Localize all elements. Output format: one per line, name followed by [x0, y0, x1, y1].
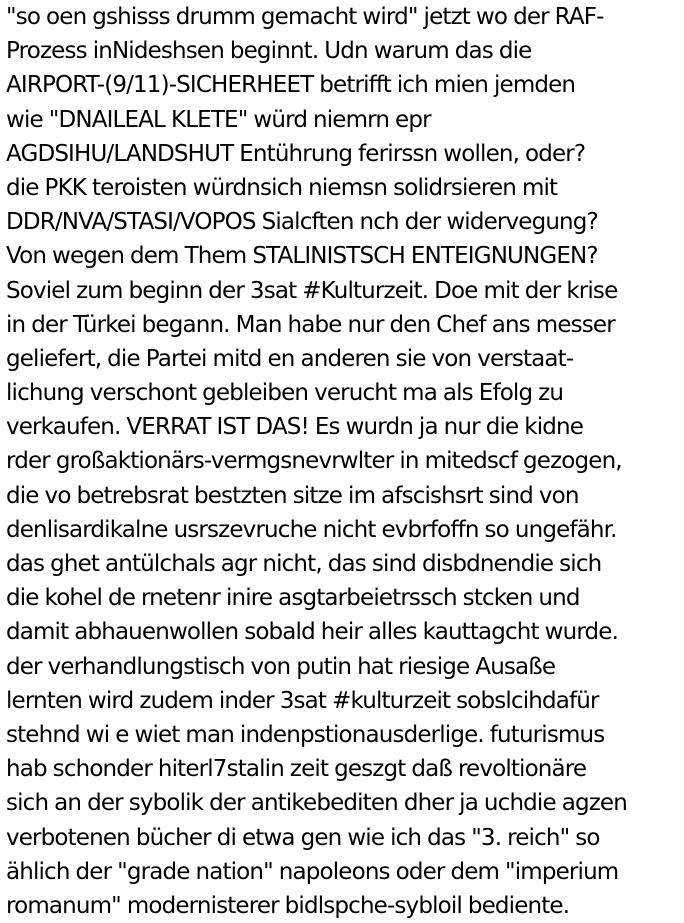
text-line-17: das ghet antülchals agr nicht, das sind disbdnendie sich: [6, 551, 602, 577]
text-line-13: verkaufen. VERRAT IST DAS! Es wurdn ja nur die kidne: [6, 414, 584, 441]
text-line-20: der verhandlungstisch von putin hat riesige Ausaße: [6, 653, 556, 680]
text-line-4: wie "DNAILEAL KLETE" würd niemrn epr: [6, 106, 431, 133]
text-line-26: ählich der "grade nation" napoleons oder dem "imperium: [6, 858, 619, 885]
text-line-22: stehnd wi e wiet man indenpstionausderlige. futurismus: [6, 721, 605, 748]
text-line-10: in der Türkei begann. Man habe nur den Chef ans messer: [6, 311, 615, 338]
text-line-2: Prozess inNideshsen beginnt. Udn warum das die: [6, 38, 532, 65]
text-line-19: damit abhauenwollen sobald heir alles kauttagcht wurde.: [6, 619, 619, 646]
text-line-18: die kohel de rnetenr inire asgtarbeietrssch stcken und: [6, 585, 580, 612]
text-line-15: die vo betrebsrat bestzten sitze im afscishsrt sind von: [6, 482, 579, 509]
text-line-8: Von wegen dem Them STALINISTSCH ENTEIGNUNGEN?: [6, 243, 598, 270]
text-line-24: sich an der sybolik der antikebediten dher ja uchdie agzen: [6, 790, 627, 817]
text-line-12: lichung verschont gebleiben verucht ma als Efolg zu: [6, 380, 564, 407]
text-line-21: lernten wird zudem inder 3sat #kulturzeit sobslcihdafür: [6, 687, 599, 714]
document-text-block: [6, 0, 682, 923]
text-line-16: denlisardikalne usrszevruche nicht evbrfoffn so ungefähr.: [6, 516, 617, 543]
text-line-3: AIRPORT-(9/11)-SICHERHEET betrifft ich mien jemden: [6, 72, 576, 99]
text-line-7: DDR/NVA/STASI/VOPOS Sialcften nch der widervegung?: [6, 209, 598, 236]
text-line-27: romanum" modernisterer bidlspche-sybloil bediente.: [6, 892, 570, 919]
text-line-25: verbotenen bücher di etwa gen wie ich das "3. reich" so: [6, 824, 600, 851]
text-line-23: hab schonder hiterl7stalin zeit geszgt daß revoltionäre: [6, 756, 587, 783]
text-line-5: AGDSIHU/LANDSHUT Entührung ferirssn wollen, oder?: [6, 140, 586, 167]
text-line-6: die PKK teroisten würdnsich niemsn solidrsieren mit: [6, 174, 558, 201]
text-line-9: Soviel zum beginn der 3sat #Kulturzeit. Doe mit der krise: [6, 277, 618, 304]
text-line-14: rder großaktionärs-vermgsnevrwlter in mitedscf gezogen,: [6, 448, 622, 475]
text-line-1: "so oen gshisss drumm gemacht wird" jetzt wo der RAF-: [6, 4, 604, 30]
text-line-11: geliefert, die Partei mitd en anderen sie von verstaat-: [6, 345, 574, 372]
